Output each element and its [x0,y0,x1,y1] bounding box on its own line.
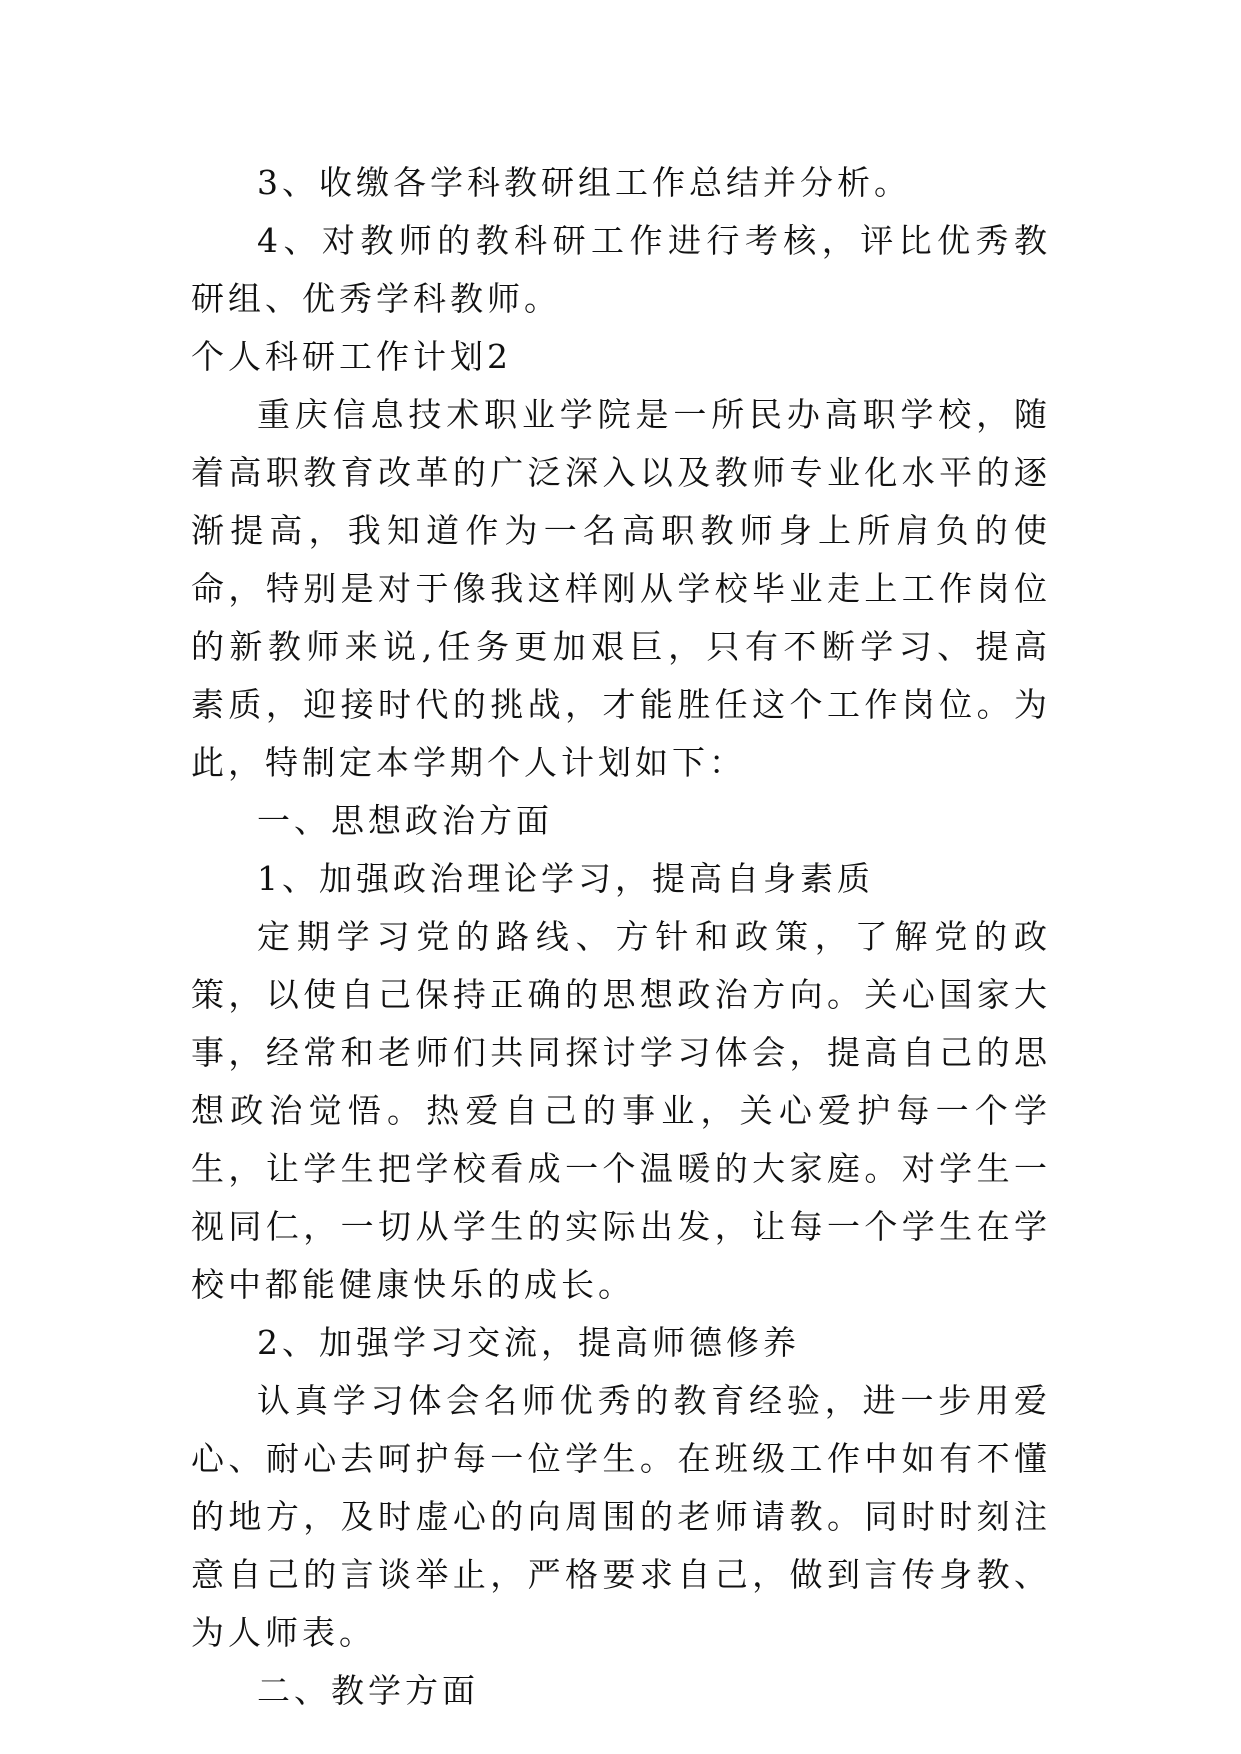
subheading-theory-study: 1、加强政治理论学习，提高自身素质 [257,859,874,898]
heading-political: 一、思想政治方面 [257,801,553,840]
document-body [191,154,1051,1720]
paragraph-item-4: 4、对教师的教科研工作进行考核，评比优秀教研组、优秀学科教师。 [191,221,1051,318]
paragraph-item-3: 3、收缴各学科教研组工作总结并分析。 [257,163,911,202]
paragraph-ethics: 认真学习体会名师优秀的教育经验，进一步用爱心、耐心去呵护每一位学生。在班级工作中如有不懂的地方，及时虚心的向周围的老师请教。同时时刻注意自己的言谈举止，严格要求自己，做到言传身教、为人师表。 [191,1381,1051,1652]
paragraph-theory-study: 定期学习党的路线、方针和政策，了解党的政策，以使自己保持正确的思想政治方向。关心国家大事，经常和老师们共同探讨学习体会，提高自己的思想政治觉悟。热爱自己的事业，关心爱护每一个学生，让学生把学校看成一个温暖的大家庭。对学生一视同仁，一切从学生的实际出发，让每一个学生在学校中都能健康快乐的成长。 [191,917,1051,1304]
heading-teaching: 二、教学方面 [257,1671,479,1710]
subheading-ethics: 2、加强学习交流，提高师德修养 [257,1323,800,1362]
intro-paragraph: 重庆信息技术职业学院是一所民办高职学校，随着高职教育改革的广泛深入以及教师专业化水平的逐渐提高，我知道作为一名高职教师身上所肩负的使命，特别是对于像我这样刚从学校毕业走上工作岗位的新教师来说,任务更加艰巨，只有不断学习、提高素质，迎接时代的挑战，才能胜任这个工作岗位。为此，特制定本学期个人计划如下： [191,395,1051,782]
section-title: 个人科研工作计划2 [191,337,512,376]
